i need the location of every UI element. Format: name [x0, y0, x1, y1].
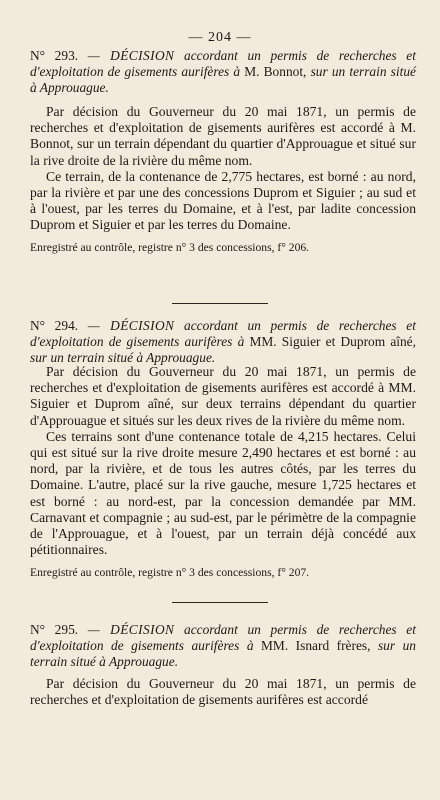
entry-paragraph: Ce terrain, de la contenance de 2,775 hectares, est borné : au nord, par la rivière et par une des concessions Duprom et Siguier ; au sud et à l'ouest, par les terres du Domaine, et à l'est, par ladite concession Duprom et Siguier et par les terres du Domaine. [30, 168, 416, 233]
entry-title-end: sur un terrain situé à Approuague. [30, 64, 416, 95]
entry-paragraph: Par décision du Gouverneur du 20 mai 1871, un permis de recherches et d'exploitation de gisements aurifères est accordé [30, 676, 416, 708]
entry-number: N° 295. [30, 622, 79, 637]
section-divider [172, 602, 268, 603]
entry-heading [30, 622, 416, 676]
entry-grantee: M. Bonnot, [244, 64, 307, 79]
entry-title-end: sur un terrain situé à Approuague. [30, 350, 216, 365]
entry-heading [30, 318, 416, 364]
entry-paragraph: Par décision du Gouverneur du 20 mai 1871, un permis de recherches et d'exploitation de gisements aurifères est accordé à M. Bonnot, sur un terrain dépendant du quartier d'Approuague et situé sur la rive droite de la rivière du même nom. [30, 104, 416, 168]
entry-grantee: MM. Siguier et Duprom aîné, [249, 334, 416, 349]
entry-number: N° 293. [30, 48, 79, 63]
registration-note: Enregistré au contrôle, registre n° 3 des concessions, f° 207. [30, 566, 310, 580]
section-divider [172, 303, 268, 304]
registration-note: Enregistré au contrôle, registre n° 3 des concessions, f° 206. [30, 240, 310, 254]
entry-title-prefix: — DÉCISION [87, 318, 175, 333]
entry-title-prefix: — DÉCISION [87, 48, 175, 63]
entry-title-prefix: — DÉCISION [87, 622, 175, 637]
page-number: — 204 — [188, 30, 252, 45]
entry-heading [30, 48, 416, 104]
entry-title-end: sur un terrain situé à Approuague. [30, 638, 416, 669]
entry-paragraph: Ces terrains sont d'une contenance totale de 4,215 hectares. Celui qui est situé sur la rive droite mesure 2,490 hectares et est borné : au nord, par la rivière, et de tous les autres côtés, par les terres du Domaine. L'autre, placé sur la rive gauche, mesure 1,725 hectares et est borné : au nord-est, par la concession demandée par MM. Carnavant et compagnie ; au sud-est, par le périmètre de la compagnie de l'Approuague, et à l'ouest, par un terrain déjà concédé aux pétitionnaires. [30, 428, 416, 558]
entry-294 [30, 318, 416, 580]
entry-number: N° 294. [30, 318, 79, 333]
entry-title: accordant un permis de recherches et d'exploitation de gisements aurifères à [30, 48, 416, 79]
entry-293 [30, 48, 416, 255]
entry-title: accordant un permis de recherches et d'exploitation de gisements aurifères à [30, 622, 416, 653]
entry-295 [30, 622, 416, 708]
entry-title: accordant un permis de recherches et d'exploitation de gisements aurifères à [30, 318, 416, 349]
entry-paragraph: Par décision du Gouverneur du 20 mai 1871, un permis de recherches et d'exploitation de gisements aurifères est accordé à MM. Siguier et Duprom aîné, sur deux terrains dépendant du quartier d'Approuague et situés sur les deux rives de la rivière du même nom. [30, 364, 416, 428]
entry-grantee: MM. Isnard frères, [261, 638, 371, 653]
